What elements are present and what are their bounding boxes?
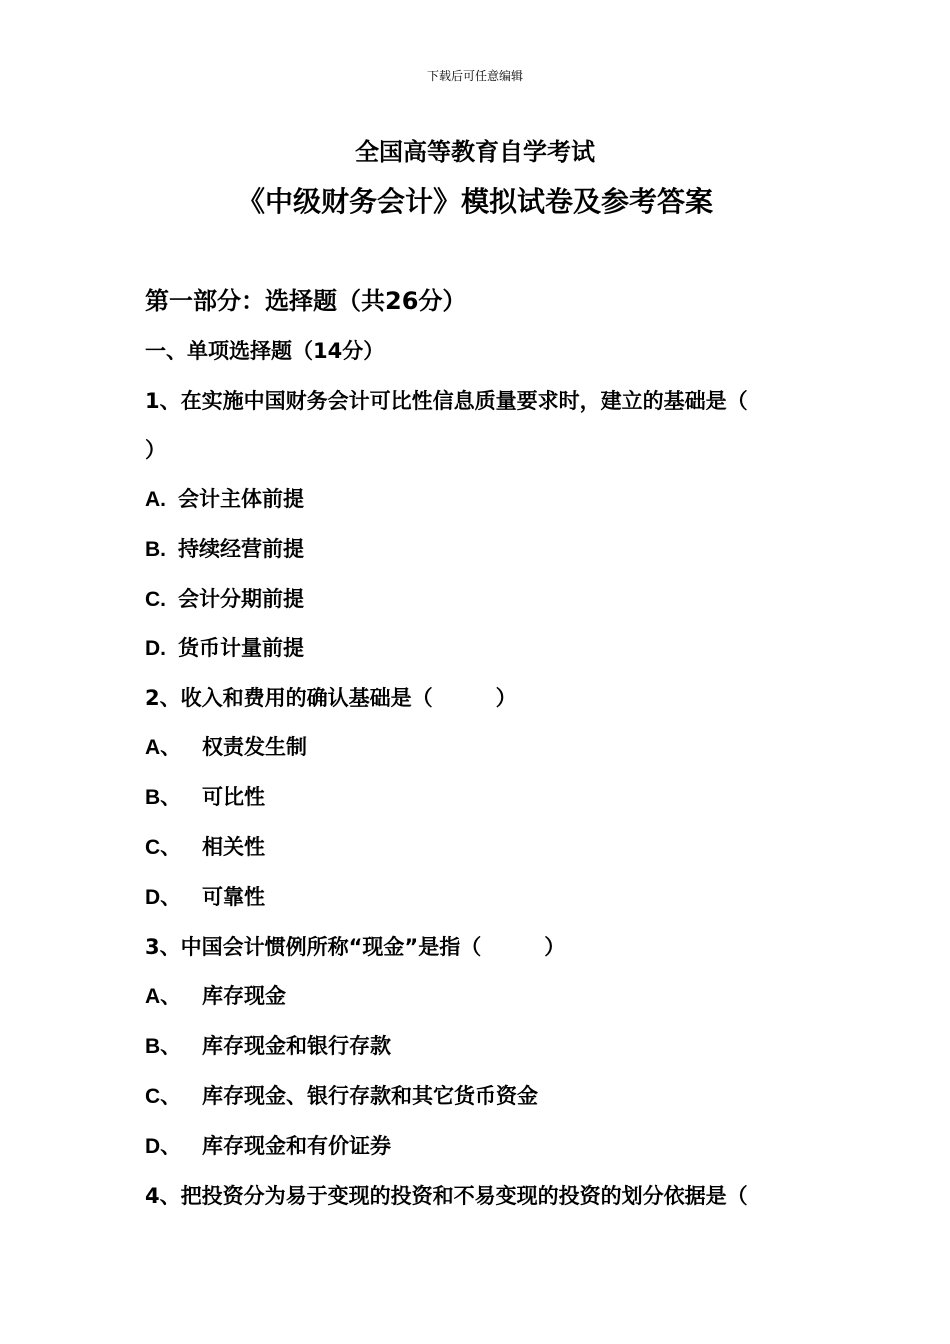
option-text: 相关性 (202, 835, 265, 859)
question-4-stem: 4、把投资分为易于变现的投资和不易变现的投资的划分依据是（ (145, 1184, 748, 1208)
question-3-option-b (145, 1032, 825, 1061)
question-1-option-d (145, 634, 825, 663)
option-letter: C. (145, 588, 166, 611)
option-letter: A、 (145, 985, 182, 1008)
option-letter: D、 (145, 1135, 182, 1158)
option-text: 持续经营前提 (178, 537, 304, 561)
question-2-option-c (145, 833, 825, 862)
section-title: 一、单项选择题（14分） (145, 339, 385, 363)
option-text: 库存现金和有价证券 (202, 1134, 391, 1158)
option-text: 库存现金和银行存款 (202, 1034, 391, 1058)
question-1-option-c (145, 585, 825, 614)
question-1-stem: 1、在实施中国财务会计可比性信息质量要求时，建立的基础是（ (145, 389, 748, 413)
question-1-option-a (145, 485, 825, 514)
option-letter: D. (145, 637, 166, 660)
option-text: 库存现金、银行存款和其它货币资金 (202, 1084, 538, 1108)
question-3-option-c (145, 1082, 825, 1111)
option-letter: B、 (145, 786, 182, 809)
option-text: 可比性 (202, 785, 265, 809)
option-text: 会计分期前提 (178, 587, 304, 611)
option-text: 会计主体前提 (178, 487, 304, 511)
question-3-option-d (145, 1132, 825, 1161)
option-letter: C、 (145, 836, 182, 859)
question-3-option-a (145, 982, 825, 1011)
question-1-stem-end: ） (145, 438, 166, 462)
question-1-option-b (145, 535, 825, 564)
option-text: 库存现金 (202, 984, 286, 1008)
option-text: 可靠性 (202, 885, 265, 909)
option-letter: A. (145, 488, 166, 511)
option-letter: D、 (145, 886, 182, 909)
option-letter: B、 (145, 1035, 182, 1058)
option-letter: B. (145, 538, 166, 561)
question-2-option-b (145, 783, 825, 812)
part-title: 第一部分：选择题（共26分） (145, 287, 467, 315)
option-letter: C、 (145, 1085, 182, 1108)
option-text: 货币计量前提 (178, 636, 304, 660)
exam-subtitle: 《中级财务会计》模拟试卷及参考答案 (236, 185, 713, 218)
question-2-stem: 2、收入和费用的确认基础是（ ） (145, 686, 517, 710)
question-2-option-a (145, 733, 825, 762)
question-3-stem: 3、中国会计惯例所称“现金”是指（ ） (145, 935, 566, 959)
exam-title: 全国高等教育自学考试 (355, 138, 595, 166)
option-text: 权责发生制 (202, 735, 307, 759)
question-2-option-d (145, 883, 825, 912)
option-letter: A、 (145, 736, 182, 759)
header-note: 下载后可任意编辑 (426, 69, 523, 83)
